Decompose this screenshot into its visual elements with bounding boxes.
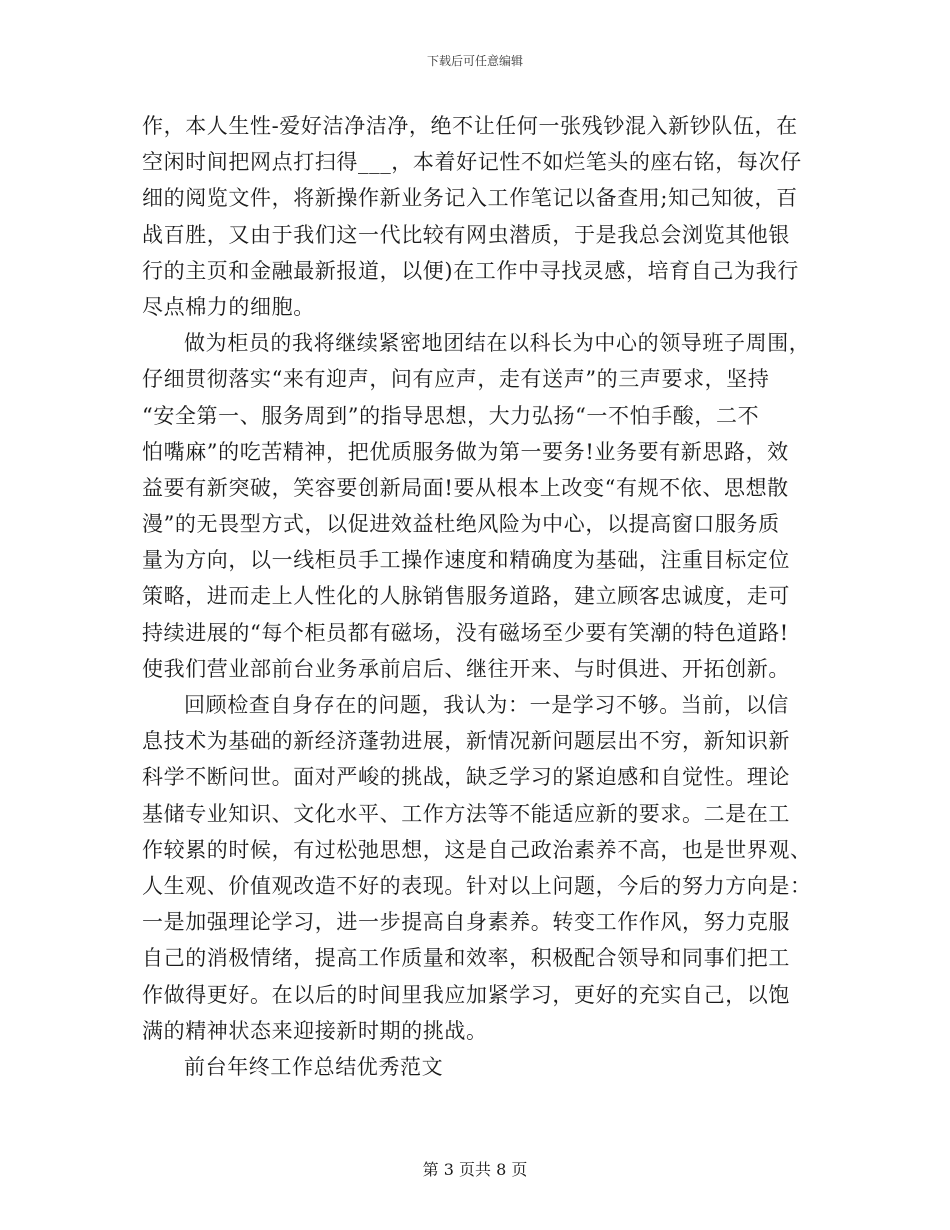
text-line: 益要有新突破，笑容要创新局面!要从根本上改变“有规不依、思想散 — [142, 475, 789, 500]
text-line: 科学不断问世。面对严峻的挑战，缺乏学习的紧迫感和自觉性。理论 — [142, 765, 790, 790]
text-line: 作较累的时候，有过松弛思想，这是自己政治素养不高，也是世界观、 — [142, 837, 812, 862]
text-line: 作做得更好。在以后的时间里我应加紧学习，更好的充实自己，以饱 — [142, 982, 790, 1007]
text-line: 仔细贯彻落实“来有迎声，问有应声，走有送声”的三声要求，坚持 — [142, 367, 770, 392]
page-number-footer: 第 3 页共 8 页 — [422, 1160, 528, 1179]
text-line: 细的阅览文件，将新操作新业务记入工作笔记以备查用;知己知彼，百 — [142, 186, 798, 211]
text-line: 前台年终工作总结优秀范文 — [184, 1054, 444, 1079]
text-line: 自己的消极情绪，提高工作质量和效率，积极配合领导和同事们把工 — [142, 946, 790, 971]
text-line: 空闲时间把网点打扫得___，本着好记性不如烂笔头的座右铭，每次仔 — [142, 150, 802, 175]
text-line: 行的主页和金融最新报道，以便)在工作中寻找灵感，培育自己为我行 — [142, 258, 799, 283]
text-line: 量为方向，以一线柜员手工操作速度和精确度为基础，注重目标定位 — [142, 548, 790, 573]
text-line: 满的精神状态来迎接新时期的挑战。 — [142, 1018, 488, 1043]
text-line: 使我们营业部前台业务承前启后、继往开来、与时俱进、开拓创新。 — [142, 656, 790, 681]
page-header: 下载后可任意编辑 — [426, 54, 523, 68]
text-line: 策略，进而走上人性化的人脉销售服务道路，建立顾客忠诚度，走可 — [142, 584, 790, 609]
text-line: “安全第一、服务周到”的指导思想，大力弘扬“一不怕手酸，二不 — [142, 403, 760, 428]
text-line: 回顾检查自身存在的问题，我认为：一是学习不够。当前，以信 — [184, 693, 789, 717]
text-line: 人生观、价值观改造不好的表现。针对以上问题，今后的努力方向是： — [142, 873, 812, 898]
text-line: 怕嘴麻”的吃苦精神，把优质服务做为第一要务!业务要有新思路，效 — [142, 439, 789, 464]
text-line: 息技术为基础的新经济蓬勃进展，新情况新问题层出不穷，新知识新 — [142, 729, 790, 754]
text-line: 战百胜，又由于我们这一代比较有网虫潜质，于是我总会浏览其他银 — [142, 222, 790, 247]
text-line: 基储专业知识、文化水平、工作方法等不能适应新的要求。二是在工 — [142, 801, 790, 826]
text-line: 作，本人生性-爱好洁净洁净，绝不让任何一张残钞混入新钞队伍，在 — [142, 114, 798, 138]
text-line: 持续进展的“每个柜员都有磁场，没有磁场至少要有笑潮的特色道路! — [142, 620, 789, 645]
text-line: 尽点棉力的细胞。 — [142, 294, 315, 319]
text-line: 做为柜员的我将继续紧密地团结在以科长为中心的领导班子周围， — [184, 331, 811, 356]
text-line: 漫”的无畏型方式，以促进效益杜绝风险为中心，以提高窗口服务质 — [142, 512, 780, 537]
text-line: 一是加强理论学习，进一步提高自身素养。转变工作作风，努力克服 — [142, 910, 790, 935]
document-body — [142, 108, 810, 1085]
